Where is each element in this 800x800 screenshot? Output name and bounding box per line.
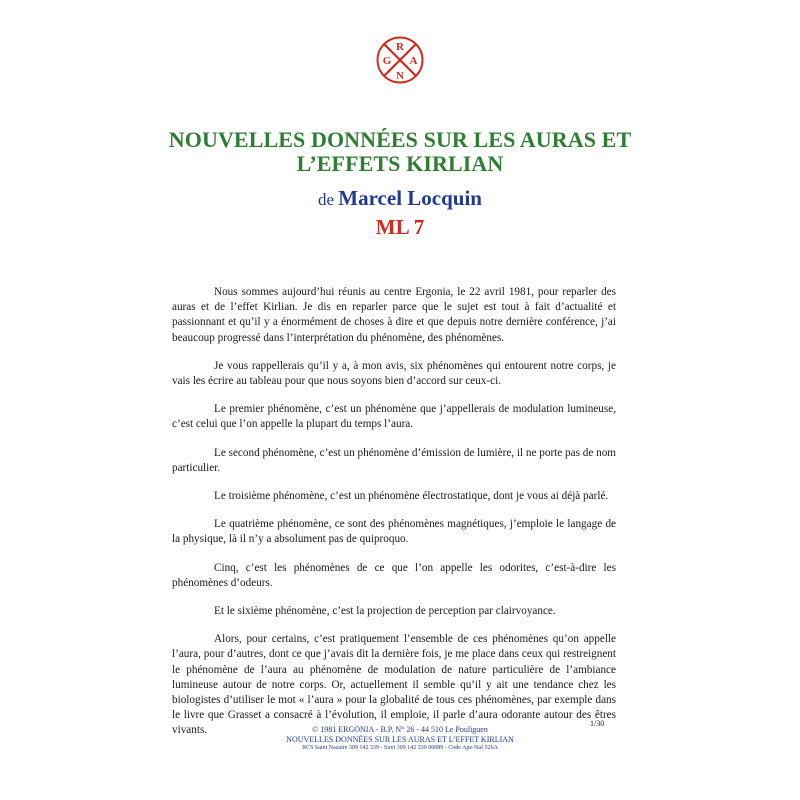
paragraph: Nous sommes aujourd’hui réunis au centre Ergonia, le 22 avril 1981, pour reparler des auras et de l’effet Kirlian. Je dis en reparler parce que le sujet est tout à fait d’actualité et passionnant et qu’il y a énormément de choses à dire et que depuis notre dernière conférence, j’ai beaucoup progressé dans l’interprétation du phénomène, des phénomènes.	[172, 286, 616, 344]
author-prefix: de	[318, 190, 335, 209]
paragraph: Le quatrième phénomène, ce sont des phénomènes magnétiques, j’emploie le langage de la physique, là il n’y a absolument pas de quiproquo.	[172, 518, 616, 546]
document-title	[100, 128, 700, 176]
paragraph: Le premier phénomène, c’est un phénomène que j’appellerais de modulation lumineuse, c’est celui que l’on appelle la plupart du temps l’aura.	[172, 403, 616, 431]
paragraph: Le troisième phénomène, c’est un phénomène électrostatique, dont je vous ai déjà parlé.	[214, 490, 609, 503]
page-footer	[200, 725, 600, 754]
paragraph: Et le sixième phénomène, c’est la projection de perception par clairvoyance.	[214, 605, 556, 618]
title-line-1: NOUVELLES DONNÉES SUR LES AURAS ET	[168, 127, 632, 152]
title-line-2: L’EFFETS KIRLIAN	[296, 151, 504, 176]
page-number: 1/30	[590, 719, 605, 728]
paragraph: Je vous rappellerais qu’il y a, à mon avis, six phénomènes qui entourent notre corps, je vais les écrire au tableau pour que nous soyons bien d’accord sur ceux-ci.	[172, 359, 616, 388]
body-text	[172, 285, 616, 752]
author-name: Marcel Locquin	[338, 186, 482, 210]
author-line	[100, 186, 700, 211]
footer-copyright: © 1981 ERGONIA - B.P. N° 26 - 44 510 Le Pouliguen	[312, 725, 488, 734]
document-code: ML 7	[375, 215, 425, 239]
paragraph: Cinq, c’est les phénomènes de ce que l’on appelle les odorites, c’est-à-dire les phénomènes d’odeurs.	[172, 561, 616, 589]
paragraph: Alors, pour certains, c’est pratiquement l’ensemble de ces phénomènes qu’on appelle l’aura, pour d’autres, dont ce que j’avais dit la dernière fois, je me place dans ceux qui restreignent le phénomène de l’aura au phénomène de modulation de nature particulière de l’ambiance lumineuse autour de notre corps. Or, actuellement il semble qu’il y ait une tendance chez les biologistes d’utiliser le mot « l’aura » pour la globalité de tous ces phénomènes, par exemple dans le livre que Grasset a consacré à l’évolution, il emploie, il parle d’aura odorante autour des êtres vivants.	[172, 633, 616, 737]
paragraph: Le second phénomène, c’est un phénomène d’émission de lumière, il ne porte pas de nom particulier.	[172, 446, 617, 474]
logo-letter-left: G	[382, 55, 392, 67]
footer-title: NOUVELLES DONNÉES SUR LES AURAS ET L’EFFET KIRLIAN	[286, 734, 514, 744]
logo-letter-top: R	[396, 41, 404, 53]
logo-letter-right: A	[409, 55, 418, 67]
ergonia-logo	[375, 35, 425, 85]
footer-registration: RCS Saint Nazaire 309 142 339 - Siret 309 142 339 00089 - Code Ape-Naf 526A	[302, 745, 498, 751]
logo-letter-bottom: N	[396, 70, 404, 82]
